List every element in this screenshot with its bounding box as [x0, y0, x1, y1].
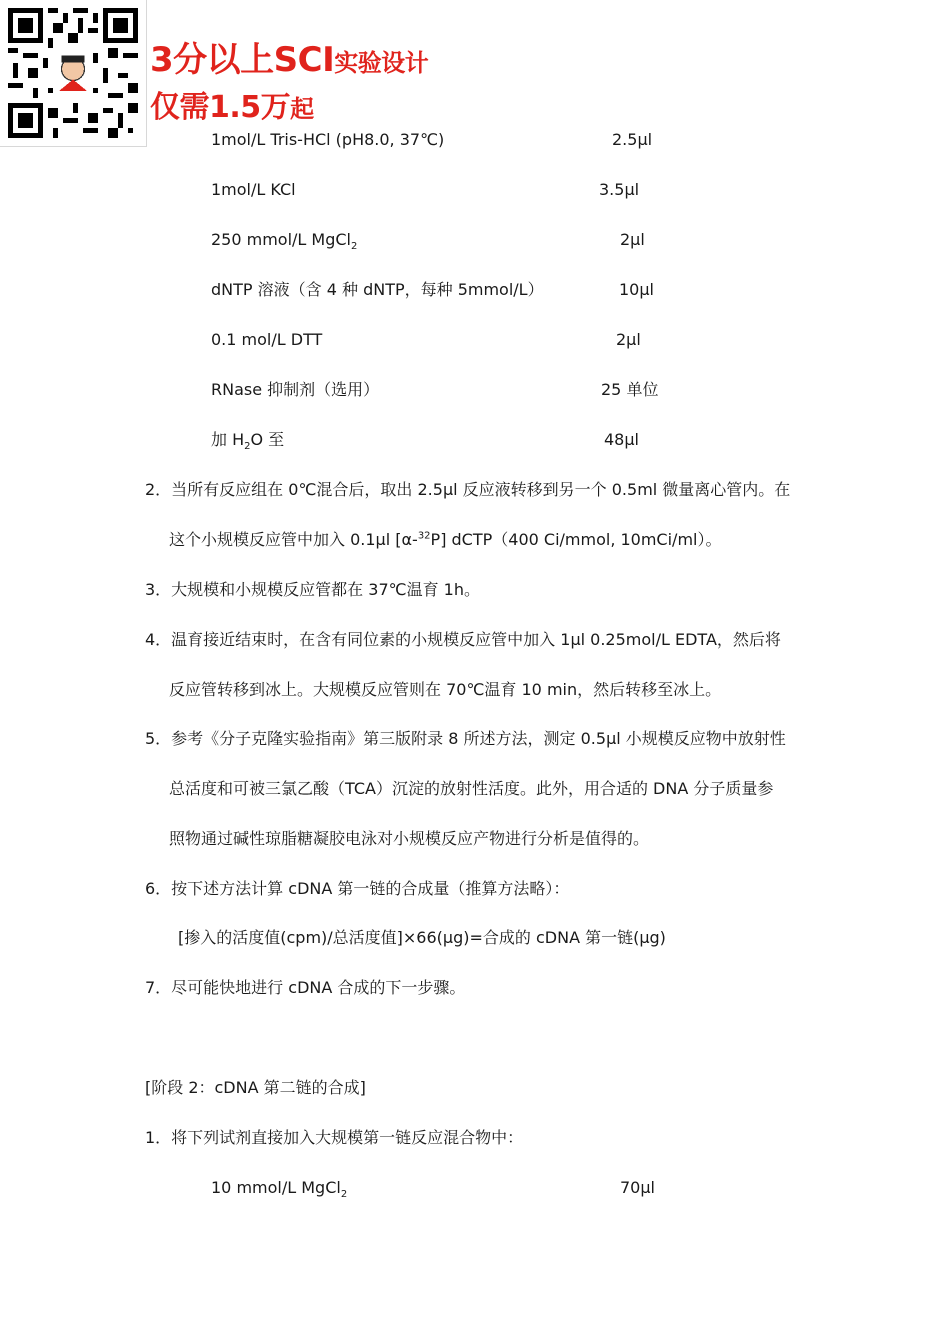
step-5-line-1: 5．参考《分子克隆实验指南》第三版附录 8 所述方法，测定 0.5μl 小规模反应物中放射性 — [145, 729, 786, 748]
promo-line-2-small: 起 — [290, 95, 314, 123]
reagent-name-pre: 加 H — [211, 430, 245, 449]
promo-line-2-big: 仅需1.5万 — [150, 90, 291, 125]
reagent-amount: 70μl — [620, 1178, 655, 1197]
stage-2-step-1: 1．将下列试剂直接加入大规模第一链反应混合物中： — [145, 1128, 524, 1147]
reagent-name: RNase 抑制剂（选用） — [211, 380, 380, 399]
step-3: 3．大规模和小规模反应管都在 37℃温育 1h。 — [145, 580, 481, 599]
promo-line-1-big: 3分以上SCI — [150, 40, 335, 80]
reagent-name — [211, 230, 358, 253]
step-6-formula: [掺入的活度值(cpm)/总活度值]×66(μg)=合成的 cDNA 第一链(μg) — [178, 928, 666, 947]
reagent-name-subscript: 2 — [244, 441, 251, 453]
step-2-line-2-post: P] dCTP（400 Ci/mmol, 10mCi/ml）。 — [430, 530, 722, 549]
qr-code-image — [8, 8, 138, 138]
step-2-line-2-pre: 这个小规模反应管中加入 0.1μl [α- — [169, 530, 418, 549]
qr-banner — [0, 0, 147, 147]
reagent-name-subscript: 2 — [340, 1189, 348, 1201]
reagent-name — [211, 430, 285, 453]
reagent-amount: 2μl — [620, 230, 645, 249]
reagent-name-main: 250 mmol/L MgCl — [211, 230, 351, 249]
reagent-amount: 2μl — [616, 330, 641, 349]
reagent-amount: 3.5μl — [599, 180, 640, 199]
reagent-name-post: O 至 — [250, 430, 285, 449]
step-4-line-1: 4．温育接近结束时，在含有同位素的小规模反应管中加入 1μl 0.25mol/L EDTA，然后将 — [145, 630, 781, 649]
reagent-name: 1mol/L Tris-HCl (pH8.0, 37℃) — [211, 130, 445, 149]
reagent-name — [211, 1178, 348, 1201]
reagent-amount: 10μl — [619, 280, 654, 299]
promo-line-1 — [150, 32, 428, 81]
promo-line-1-small: 实验设计 — [334, 49, 429, 77]
step-6: 6．按下述方法计算 cDNA 第一链的合成量（推算方法略）： — [145, 879, 570, 898]
step-2-line-1: 2．当所有反应组在 0℃混合后，取出 2.5μl 反应液转移到另一个 0.5ml 微量离心管内。在 — [145, 480, 791, 499]
reagent-name: dNTP 溶液（含 4 种 dNTP，每种 5mmol/L） — [211, 280, 544, 299]
step-5-line-2: 总活度和可被三氯乙酸（TCA）沉淀的放射性活度。此外，用合适的 DNA 分子质量参 — [169, 779, 774, 798]
step-2-line-2 — [169, 532, 721, 548]
stage-2-heading: [阶段 2：cDNA 第二链的合成] — [145, 1078, 366, 1097]
reagent-amount: 25 单位 — [601, 380, 659, 399]
reagent-amount: 48μl — [604, 430, 639, 449]
isotope-superscript: 32 — [417, 530, 431, 542]
reagent-name: 0.1 mol/L DTT — [211, 330, 323, 349]
reagent-name: 1mol/L KCl — [211, 180, 296, 199]
step-4-line-2: 反应管转移到冰上。大规模反应管则在 70℃温育 10 min，然后转移至冰上。 — [169, 680, 722, 699]
step-7: 7．尽可能快地进行 cDNA 合成的下一步骤。 — [145, 978, 466, 997]
reagent-name-main: 10 mmol/L MgCl — [211, 1178, 341, 1197]
promo-line-2 — [150, 82, 314, 126]
step-5-line-3: 照物通过碱性琼脂糖凝胶电泳对小规模反应产物进行分析是值得的。 — [169, 829, 650, 848]
reagent-name-subscript: 2 — [351, 241, 358, 253]
reagent-amount: 2.5μl — [612, 130, 653, 149]
